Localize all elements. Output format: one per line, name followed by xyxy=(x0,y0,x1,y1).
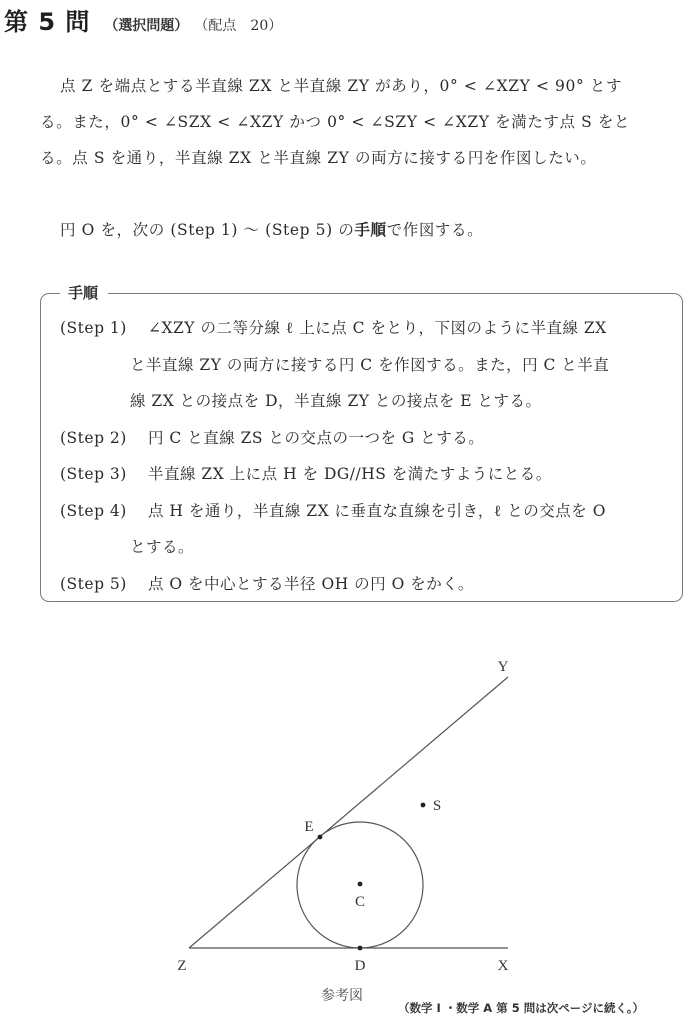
procedure-steps xyxy=(60,310,680,602)
step-text: 円 C と直線 ZS との交点の一つを G とする。 xyxy=(148,428,485,447)
step-label: (Step 4) xyxy=(60,501,127,520)
step-text: 点 H を通り，半直線 ZX に垂直な直線を引き，ℓ との交点を O xyxy=(148,501,606,520)
intro-line: る。また，0° < ∠SZX < ∠XZY かつ 0° < ∠SZY < ∠XZY を満たす点 S をと xyxy=(40,113,631,131)
label-x: X xyxy=(497,958,509,974)
circle-c xyxy=(297,822,423,948)
problem-type: （選択問題） xyxy=(104,18,189,34)
point-s xyxy=(421,803,426,808)
label-e: E xyxy=(304,819,314,835)
step-2 xyxy=(60,420,680,457)
intro-line: る。点 S を通り，半直線 ZX と半直線 ZY の両方に接する円を作図したい。 xyxy=(40,149,597,167)
step-label: (Step 3) xyxy=(60,465,127,483)
step-text: 半直線 ZX 上に点 H を DG//HS を満たすようにとる。 xyxy=(148,465,552,483)
step-1 xyxy=(60,310,680,347)
point-d xyxy=(358,946,363,951)
label-d: D xyxy=(354,958,366,974)
step-text: 点 O を中心とする半径 OH の円 O をかく。 xyxy=(148,574,474,593)
point-e xyxy=(318,835,323,840)
problem-points: （配点 20） xyxy=(194,18,283,34)
step-1-continuation: 線 ZX との接点を D，半直線 ZY との接点を E とする。 xyxy=(130,392,542,410)
step-3 xyxy=(60,456,680,493)
step-label: (Step 5) xyxy=(60,574,127,593)
step-4 xyxy=(60,493,680,530)
method-sentence xyxy=(60,212,695,248)
step-label: (Step 1) xyxy=(60,319,127,337)
step-4-continuation: とする。 xyxy=(130,538,195,556)
method-text-before: 円 O を，次の (Step 1) ～ (Step 5) の xyxy=(60,221,355,239)
label-s: S xyxy=(432,798,442,814)
step-5 xyxy=(60,566,680,603)
label-y: Y xyxy=(497,659,509,675)
label-z: Z xyxy=(177,958,187,974)
intro-line: 点 Z を端点とする半直線 ZX と半直線 ZY があり，0° < ∠XZY < 90° とす xyxy=(60,77,623,95)
intro-paragraph xyxy=(40,68,686,176)
figure-caption: 参考図 xyxy=(321,988,363,1004)
procedure-label: 手順 xyxy=(60,281,108,305)
ray-zy xyxy=(189,677,508,948)
step-1-continuation: と半直線 ZY の両方に接する円 C を作図する。また，円 C と半直 xyxy=(130,355,610,374)
point-c xyxy=(358,882,363,887)
step-label: (Step 2) xyxy=(60,428,127,447)
method-text-after: で作図する。 xyxy=(386,221,484,239)
problem-title: 第 5 問 xyxy=(4,8,91,36)
method-text-bold: 手順 xyxy=(354,221,387,239)
continuation-note: （数学 I ・数学 A 第 5 問は次ページに続く。） xyxy=(398,1001,644,1015)
problem-header xyxy=(4,2,282,36)
step-text: ∠XZY の二等分線 ℓ 上に点 C をとり，下図のように半直線 ZX xyxy=(148,319,607,337)
label-c: C xyxy=(354,894,366,910)
